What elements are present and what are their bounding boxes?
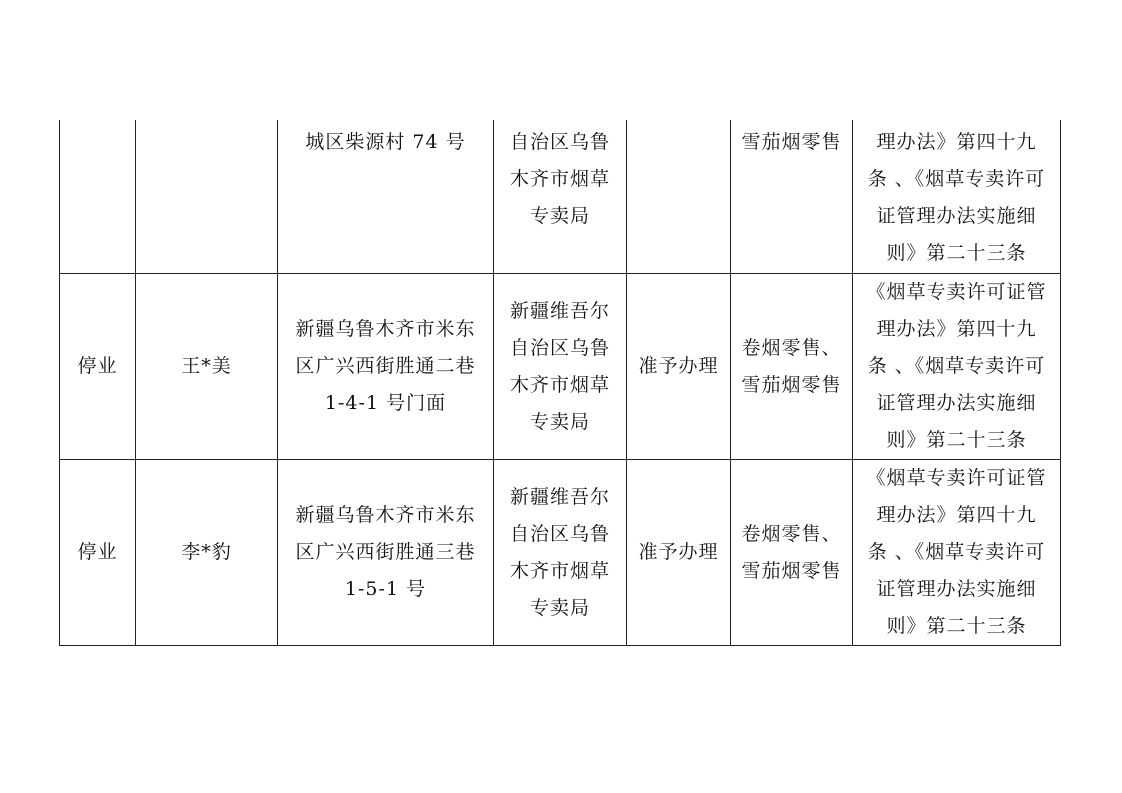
basis-line: 证管理办法实施细 xyxy=(876,392,1037,414)
decision-cell: 准予办理 xyxy=(627,274,731,460)
authority-line: 木齐市烟草 xyxy=(509,373,610,396)
basis-cell xyxy=(853,274,1061,460)
authority-line: 专卖局 xyxy=(529,410,590,433)
basis-line: 条 、《烟草专卖许可 xyxy=(867,541,1046,563)
basis-line: 则》第二十三条 xyxy=(886,242,1027,264)
authority-line: 木齐市烟草 xyxy=(509,559,610,582)
basis-cell xyxy=(853,120,1061,274)
scope-line: 雪茄烟零售 xyxy=(741,131,842,153)
decision-cell xyxy=(627,120,731,274)
table-row xyxy=(60,274,1061,460)
status-cell: 停业 xyxy=(60,460,136,646)
address-line: 区广兴西街胜通二巷 xyxy=(295,355,476,377)
basis-line: 《烟草专卖许可证管 xyxy=(866,281,1047,303)
address-cell xyxy=(278,274,494,460)
scope-cell xyxy=(731,120,853,274)
scope-line: 雪茄烟零售 xyxy=(741,559,842,582)
address-cell xyxy=(278,460,494,646)
basis-line: 理办法》第四十九 xyxy=(876,504,1037,526)
address-line: 新疆乌鲁木齐市米东 xyxy=(295,318,476,340)
basis-line: 条 、《烟草专卖许可 xyxy=(867,355,1046,377)
table-row xyxy=(60,460,1061,646)
authority-line: 自治区乌鲁 xyxy=(509,131,610,153)
authority-line: 自治区乌鲁 xyxy=(509,522,610,545)
license-table-wrapper xyxy=(59,120,1060,646)
authority-line: 专卖局 xyxy=(529,596,590,619)
scope-cell xyxy=(731,460,853,646)
scope-cell xyxy=(731,274,853,460)
name-cell xyxy=(136,120,278,274)
address-cell xyxy=(278,120,494,274)
authority-line: 木齐市烟草 xyxy=(509,168,610,190)
table-row xyxy=(60,120,1061,274)
address-line: 区广兴西街胜通三巷 xyxy=(295,541,476,563)
authority-cell xyxy=(494,120,627,274)
basis-line: 则》第二十三条 xyxy=(886,429,1027,451)
address-line: 城区柴源村 74 号 xyxy=(305,131,466,153)
basis-line: 则》第二十三条 xyxy=(886,615,1027,637)
basis-line: 《烟草专卖许可证管 xyxy=(866,467,1047,489)
name-cell: 李*豹 xyxy=(136,460,278,646)
basis-line: 条 、《烟草专卖许可 xyxy=(867,168,1046,190)
status-cell xyxy=(60,120,136,274)
basis-cell xyxy=(853,460,1061,646)
decision-cell: 准予办理 xyxy=(627,460,731,646)
authority-line: 专卖局 xyxy=(529,205,590,227)
license-table xyxy=(59,120,1061,646)
address-line: 1-5-1 号 xyxy=(344,578,427,600)
address-line: 1-4-1 号门面 xyxy=(324,392,447,414)
authority-line: 新疆维吾尔 xyxy=(509,299,610,322)
scope-line: 雪茄烟零售 xyxy=(741,373,842,396)
status-cell: 停业 xyxy=(60,274,136,460)
authority-line: 新疆维吾尔 xyxy=(509,485,610,508)
authority-cell xyxy=(494,274,627,460)
name-cell: 王*美 xyxy=(136,274,278,460)
authority-cell xyxy=(494,460,627,646)
authority-line: 自治区乌鲁 xyxy=(509,336,610,359)
basis-line: 理办法》第四十九 xyxy=(876,318,1037,340)
basis-line: 证管理办法实施细 xyxy=(876,205,1037,227)
address-line: 新疆乌鲁木齐市米东 xyxy=(295,504,476,526)
basis-line: 证管理办法实施细 xyxy=(876,578,1037,600)
scope-line: 卷烟零售、 xyxy=(741,336,842,359)
scope-line: 卷烟零售、 xyxy=(741,522,842,545)
basis-line: 理办法》第四十九 xyxy=(876,131,1037,153)
